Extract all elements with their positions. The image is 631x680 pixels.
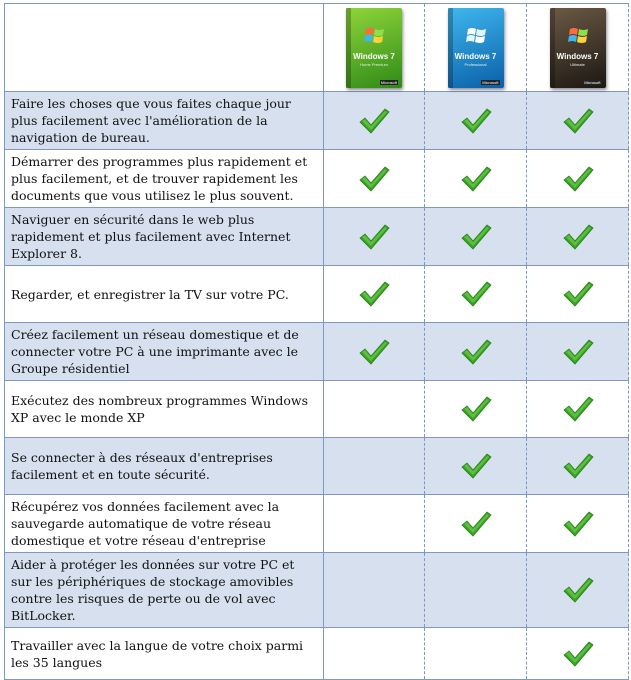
checkmark-icon [562, 576, 594, 604]
check-cell [324, 438, 425, 495]
checkmark-icon [562, 640, 594, 668]
check-cell [324, 92, 425, 150]
edition-name: Home Premium [360, 61, 388, 67]
check-cell [527, 266, 629, 323]
feature-row [5, 92, 629, 150]
checkmark-icon [358, 165, 390, 193]
check-cell [324, 495, 425, 553]
check-cell [425, 150, 527, 208]
feature-description: Travailler avec la langue de votre choix parmi les 35 langues [5, 628, 324, 680]
feature-row [5, 323, 629, 381]
edition-name: Professional [464, 61, 487, 67]
edition-product-name: Windows 7 [454, 51, 497, 61]
edition-name: Ultimate [570, 61, 585, 67]
check-cell [324, 150, 425, 208]
checkmark-icon [358, 107, 390, 135]
edition-product-name: Windows 7 [556, 51, 599, 61]
checkmark-icon [562, 395, 594, 423]
check-cell [527, 553, 629, 628]
edition-product-name: Windows 7 [353, 51, 395, 61]
check-cell [425, 438, 527, 495]
header-row [5, 4, 629, 92]
windows-flag-icon [568, 26, 590, 46]
publisher-label: Microsoft [380, 79, 397, 85]
check-cell [527, 628, 629, 680]
check-cell [324, 381, 425, 438]
feature-description: Se connecter à des réseaux d'entreprises facilement et en toute sécurité. [5, 438, 324, 495]
feature-row [5, 438, 629, 495]
edition-ultimate-cell [527, 4, 629, 92]
check-cell [324, 208, 425, 266]
professional-box-image [448, 8, 504, 88]
checkmark-icon [562, 452, 594, 480]
checkmark-icon [460, 223, 492, 251]
check-cell [527, 150, 629, 208]
checkmark-icon [460, 452, 492, 480]
check-cell [527, 495, 629, 553]
checkmark-icon [460, 280, 492, 308]
check-cell [425, 553, 527, 628]
feature-description: Démarrer des programmes plus rapidement et plus facilement, et de trouver rapidement les documents que vous utilisez le plus souvent. [5, 150, 324, 208]
feature-row [5, 266, 629, 323]
check-cell [527, 381, 629, 438]
home-premium-box-image [346, 8, 402, 88]
checkmark-icon [562, 338, 594, 366]
check-cell [425, 266, 527, 323]
feature-row [5, 381, 629, 438]
checkmark-icon [460, 510, 492, 538]
publisher-label: Microsoft [584, 79, 601, 85]
check-cell [324, 323, 425, 381]
ultimate-box-image [550, 8, 606, 88]
check-cell [425, 628, 527, 680]
check-cell [425, 381, 527, 438]
checkmark-icon [460, 395, 492, 423]
feature-row [5, 208, 629, 266]
checkmark-icon [562, 107, 594, 135]
check-cell [425, 323, 527, 381]
feature-description: Naviguer en sécurité dans le web plus rapidement et plus facilement avec Internet Explorer 8. [5, 208, 324, 266]
check-cell [425, 495, 527, 553]
check-cell [527, 323, 629, 381]
checkmark-icon [562, 223, 594, 251]
edition-comparison-table [4, 3, 629, 680]
check-cell [527, 208, 629, 266]
feature-description: Faire les choses que vous faites chaque jour plus facilement avec l'amélioration de la navigation de bureau. [5, 92, 324, 150]
check-cell [324, 553, 425, 628]
feature-row [5, 150, 629, 208]
checkmark-icon [358, 280, 390, 308]
feature-description: Récupérez vos données facilement avec la sauvegarde automatique de votre réseau domestique et votre réseau d'entreprise [5, 495, 324, 553]
checkmark-icon [562, 165, 594, 193]
header-empty-cell [5, 4, 324, 92]
check-cell [425, 92, 527, 150]
feature-row [5, 553, 629, 628]
publisher-label: Microsoft [482, 79, 499, 85]
feature-description: Exécutez des nombreux programmes Windows XP avec le monde XP [5, 381, 324, 438]
check-cell [527, 92, 629, 150]
checkmark-icon [562, 280, 594, 308]
check-cell [425, 208, 527, 266]
feature-row [5, 628, 629, 680]
edition-home-premium-cell [324, 4, 425, 92]
checkmark-icon [460, 338, 492, 366]
feature-row [5, 495, 629, 553]
feature-description: Regarder, et enregistrer la TV sur votre PC. [5, 266, 324, 323]
checkmark-icon [358, 223, 390, 251]
windows-flag-icon [364, 26, 386, 46]
check-cell [527, 438, 629, 495]
windows-flag-icon [466, 26, 488, 46]
edition-professional-cell [425, 4, 527, 92]
feature-description: Aider à protéger les données sur votre PC et sur les périphériques de stockage amovibles contre les risques de perte ou de vol avec BitLocker. [5, 553, 324, 628]
checkmark-icon [358, 338, 390, 366]
check-cell [324, 266, 425, 323]
checkmark-icon [460, 107, 492, 135]
checkmark-icon [562, 510, 594, 538]
feature-description: Créez facilement un réseau domestique et de connecter votre PC à une imprimante avec le Groupe résidentiel [5, 323, 324, 381]
checkmark-icon [460, 165, 492, 193]
check-cell [324, 628, 425, 680]
comparison-wrapper [4, 3, 628, 670]
